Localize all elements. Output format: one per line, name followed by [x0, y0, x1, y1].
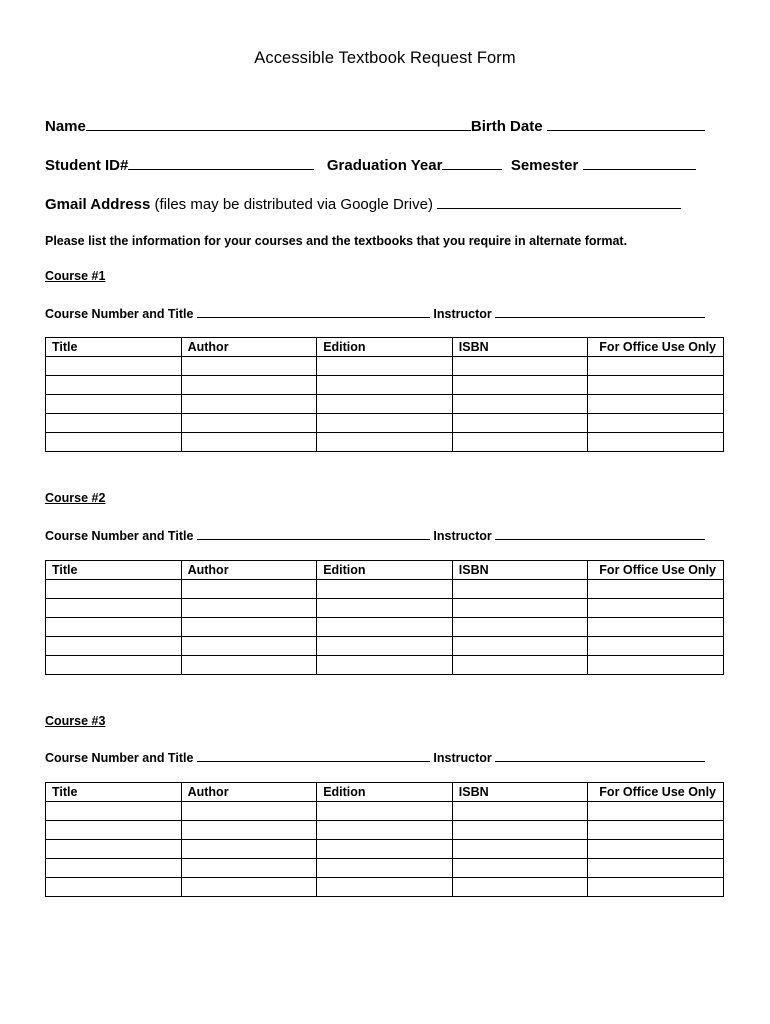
course-number-title-label: Course Number and Title — [45, 529, 194, 543]
cell[interactable] — [181, 802, 317, 821]
gmail-row — [45, 195, 725, 213]
course-1-textbook-table — [45, 337, 724, 452]
table-row — [46, 802, 724, 821]
cell — [588, 395, 724, 414]
cell[interactable] — [46, 580, 182, 599]
course-1-heading: Course #1 — [45, 269, 106, 283]
course-number-title-field[interactable] — [197, 748, 430, 762]
course-3-textbook-table — [45, 782, 724, 897]
cell[interactable] — [317, 357, 453, 376]
cell[interactable] — [452, 580, 588, 599]
cell — [588, 821, 724, 840]
cell[interactable] — [181, 395, 317, 414]
col-edition: Edition — [317, 338, 453, 357]
cell[interactable] — [181, 840, 317, 859]
table-row — [46, 859, 724, 878]
col-office-use: For Office Use Only — [588, 783, 724, 802]
name-row — [45, 117, 725, 135]
cell[interactable] — [452, 599, 588, 618]
course-2-info-row — [45, 526, 725, 543]
table-row — [46, 637, 724, 656]
table-row — [46, 599, 724, 618]
cell[interactable] — [317, 859, 453, 878]
cell[interactable] — [46, 656, 182, 675]
graduation-year-label: Graduation Year — [326, 157, 443, 174]
table-row — [46, 395, 724, 414]
semester-label: Semester — [510, 157, 579, 174]
cell[interactable] — [452, 376, 588, 395]
student-row — [45, 156, 725, 174]
gmail-field[interactable] — [437, 195, 681, 209]
col-isbn: ISBN — [452, 338, 588, 357]
course-2-textbook-table — [45, 560, 724, 675]
name-field[interactable] — [86, 117, 471, 131]
col-isbn: ISBN — [452, 561, 588, 580]
course-3-info-row — [45, 748, 725, 765]
cell — [588, 580, 724, 599]
cell — [588, 878, 724, 897]
cell[interactable] — [46, 637, 182, 656]
course-number-title-label: Course Number and Title — [45, 751, 194, 765]
cell[interactable] — [46, 357, 182, 376]
cell[interactable] — [181, 580, 317, 599]
cell[interactable] — [46, 433, 182, 452]
cell — [588, 656, 724, 675]
cell[interactable] — [46, 599, 182, 618]
table-row — [46, 580, 724, 599]
cell[interactable] — [181, 357, 317, 376]
cell — [588, 357, 724, 376]
student-id-label: Student ID# — [45, 157, 129, 174]
cell[interactable] — [181, 656, 317, 675]
cell[interactable] — [317, 580, 453, 599]
cell[interactable] — [181, 821, 317, 840]
table-row — [46, 840, 724, 859]
course-1-info-row — [45, 304, 725, 321]
birth-date-field[interactable] — [547, 117, 705, 131]
table-row — [46, 878, 724, 897]
cell[interactable] — [452, 859, 588, 878]
cell[interactable] — [317, 656, 453, 675]
cell[interactable] — [317, 395, 453, 414]
course-number-title-field[interactable] — [197, 304, 430, 318]
table-row — [46, 433, 724, 452]
cell — [588, 618, 724, 637]
instructor-label: Instructor — [433, 529, 492, 543]
cell — [588, 433, 724, 452]
col-title: Title — [46, 561, 182, 580]
instructions-text: Please list the information for your courses and the textbooks that you require in alternate format. — [45, 234, 628, 248]
cell — [588, 376, 724, 395]
cell[interactable] — [452, 618, 588, 637]
instructor-field[interactable] — [495, 304, 705, 318]
cell[interactable] — [46, 618, 182, 637]
cell[interactable] — [452, 656, 588, 675]
cell[interactable] — [317, 433, 453, 452]
birth-date-label: Birth Date — [470, 118, 543, 135]
table-row — [46, 821, 724, 840]
cell[interactable] — [317, 637, 453, 656]
col-edition: Edition — [317, 561, 453, 580]
cell[interactable] — [181, 859, 317, 878]
instructor-label: Instructor — [433, 751, 492, 765]
cell[interactable] — [46, 376, 182, 395]
cell[interactable] — [181, 376, 317, 395]
table-header-row — [46, 783, 724, 802]
cell[interactable] — [452, 395, 588, 414]
table-row — [46, 618, 724, 637]
gmail-label: Gmail Address — [45, 196, 151, 213]
semester-field[interactable] — [583, 156, 696, 170]
cell[interactable] — [452, 802, 588, 821]
instructor-label: Instructor — [433, 307, 492, 321]
cell[interactable] — [181, 414, 317, 433]
cell — [588, 599, 724, 618]
cell[interactable] — [46, 414, 182, 433]
cell[interactable] — [452, 637, 588, 656]
table-row — [46, 656, 724, 675]
cell — [588, 414, 724, 433]
cell[interactable] — [317, 840, 453, 859]
col-isbn: ISBN — [452, 783, 588, 802]
cell — [588, 859, 724, 878]
form-title: Accessible Textbook Request Form — [254, 49, 516, 67]
cell[interactable] — [181, 599, 317, 618]
table-row — [46, 414, 724, 433]
table-row — [46, 357, 724, 376]
course-3-heading: Course #3 — [45, 714, 106, 728]
col-author: Author — [181, 561, 317, 580]
cell[interactable] — [317, 618, 453, 637]
col-office-use: For Office Use Only — [588, 561, 724, 580]
cell[interactable] — [181, 433, 317, 452]
course-number-title-label: Course Number and Title — [45, 307, 194, 321]
cell[interactable] — [181, 618, 317, 637]
cell[interactable] — [46, 802, 182, 821]
course-2-heading: Course #2 — [45, 491, 106, 505]
student-id-field[interactable] — [128, 156, 314, 170]
cell[interactable] — [452, 357, 588, 376]
cell[interactable] — [46, 878, 182, 897]
col-title: Title — [46, 338, 182, 357]
col-author: Author — [181, 783, 317, 802]
cell[interactable] — [181, 637, 317, 656]
table-row — [46, 376, 724, 395]
cell[interactable] — [317, 414, 453, 433]
table-header-row — [46, 338, 724, 357]
graduation-year-field[interactable] — [442, 156, 502, 170]
cell[interactable] — [317, 821, 453, 840]
cell[interactable] — [317, 376, 453, 395]
instructor-field[interactable] — [495, 526, 705, 540]
col-edition: Edition — [317, 783, 453, 802]
cell[interactable] — [317, 878, 453, 897]
col-office-use: For Office Use Only — [588, 338, 724, 357]
cell — [588, 637, 724, 656]
cell[interactable] — [46, 859, 182, 878]
cell — [588, 840, 724, 859]
cell[interactable] — [46, 395, 182, 414]
course-number-title-field[interactable] — [197, 526, 430, 540]
col-author: Author — [181, 338, 317, 357]
cell[interactable] — [46, 821, 182, 840]
cell[interactable] — [452, 414, 588, 433]
gmail-note: (files may be distributed via Google Drive) — [154, 196, 433, 213]
cell[interactable] — [46, 840, 182, 859]
cell[interactable] — [317, 802, 453, 821]
cell[interactable] — [317, 599, 453, 618]
table-header-row — [46, 561, 724, 580]
cell — [588, 802, 724, 821]
instructor-field[interactable] — [495, 748, 705, 762]
cell[interactable] — [452, 878, 588, 897]
cell[interactable] — [452, 821, 588, 840]
col-title: Title — [46, 783, 182, 802]
cell[interactable] — [452, 840, 588, 859]
name-label: Name — [45, 118, 86, 135]
cell[interactable] — [452, 433, 588, 452]
cell[interactable] — [181, 878, 317, 897]
